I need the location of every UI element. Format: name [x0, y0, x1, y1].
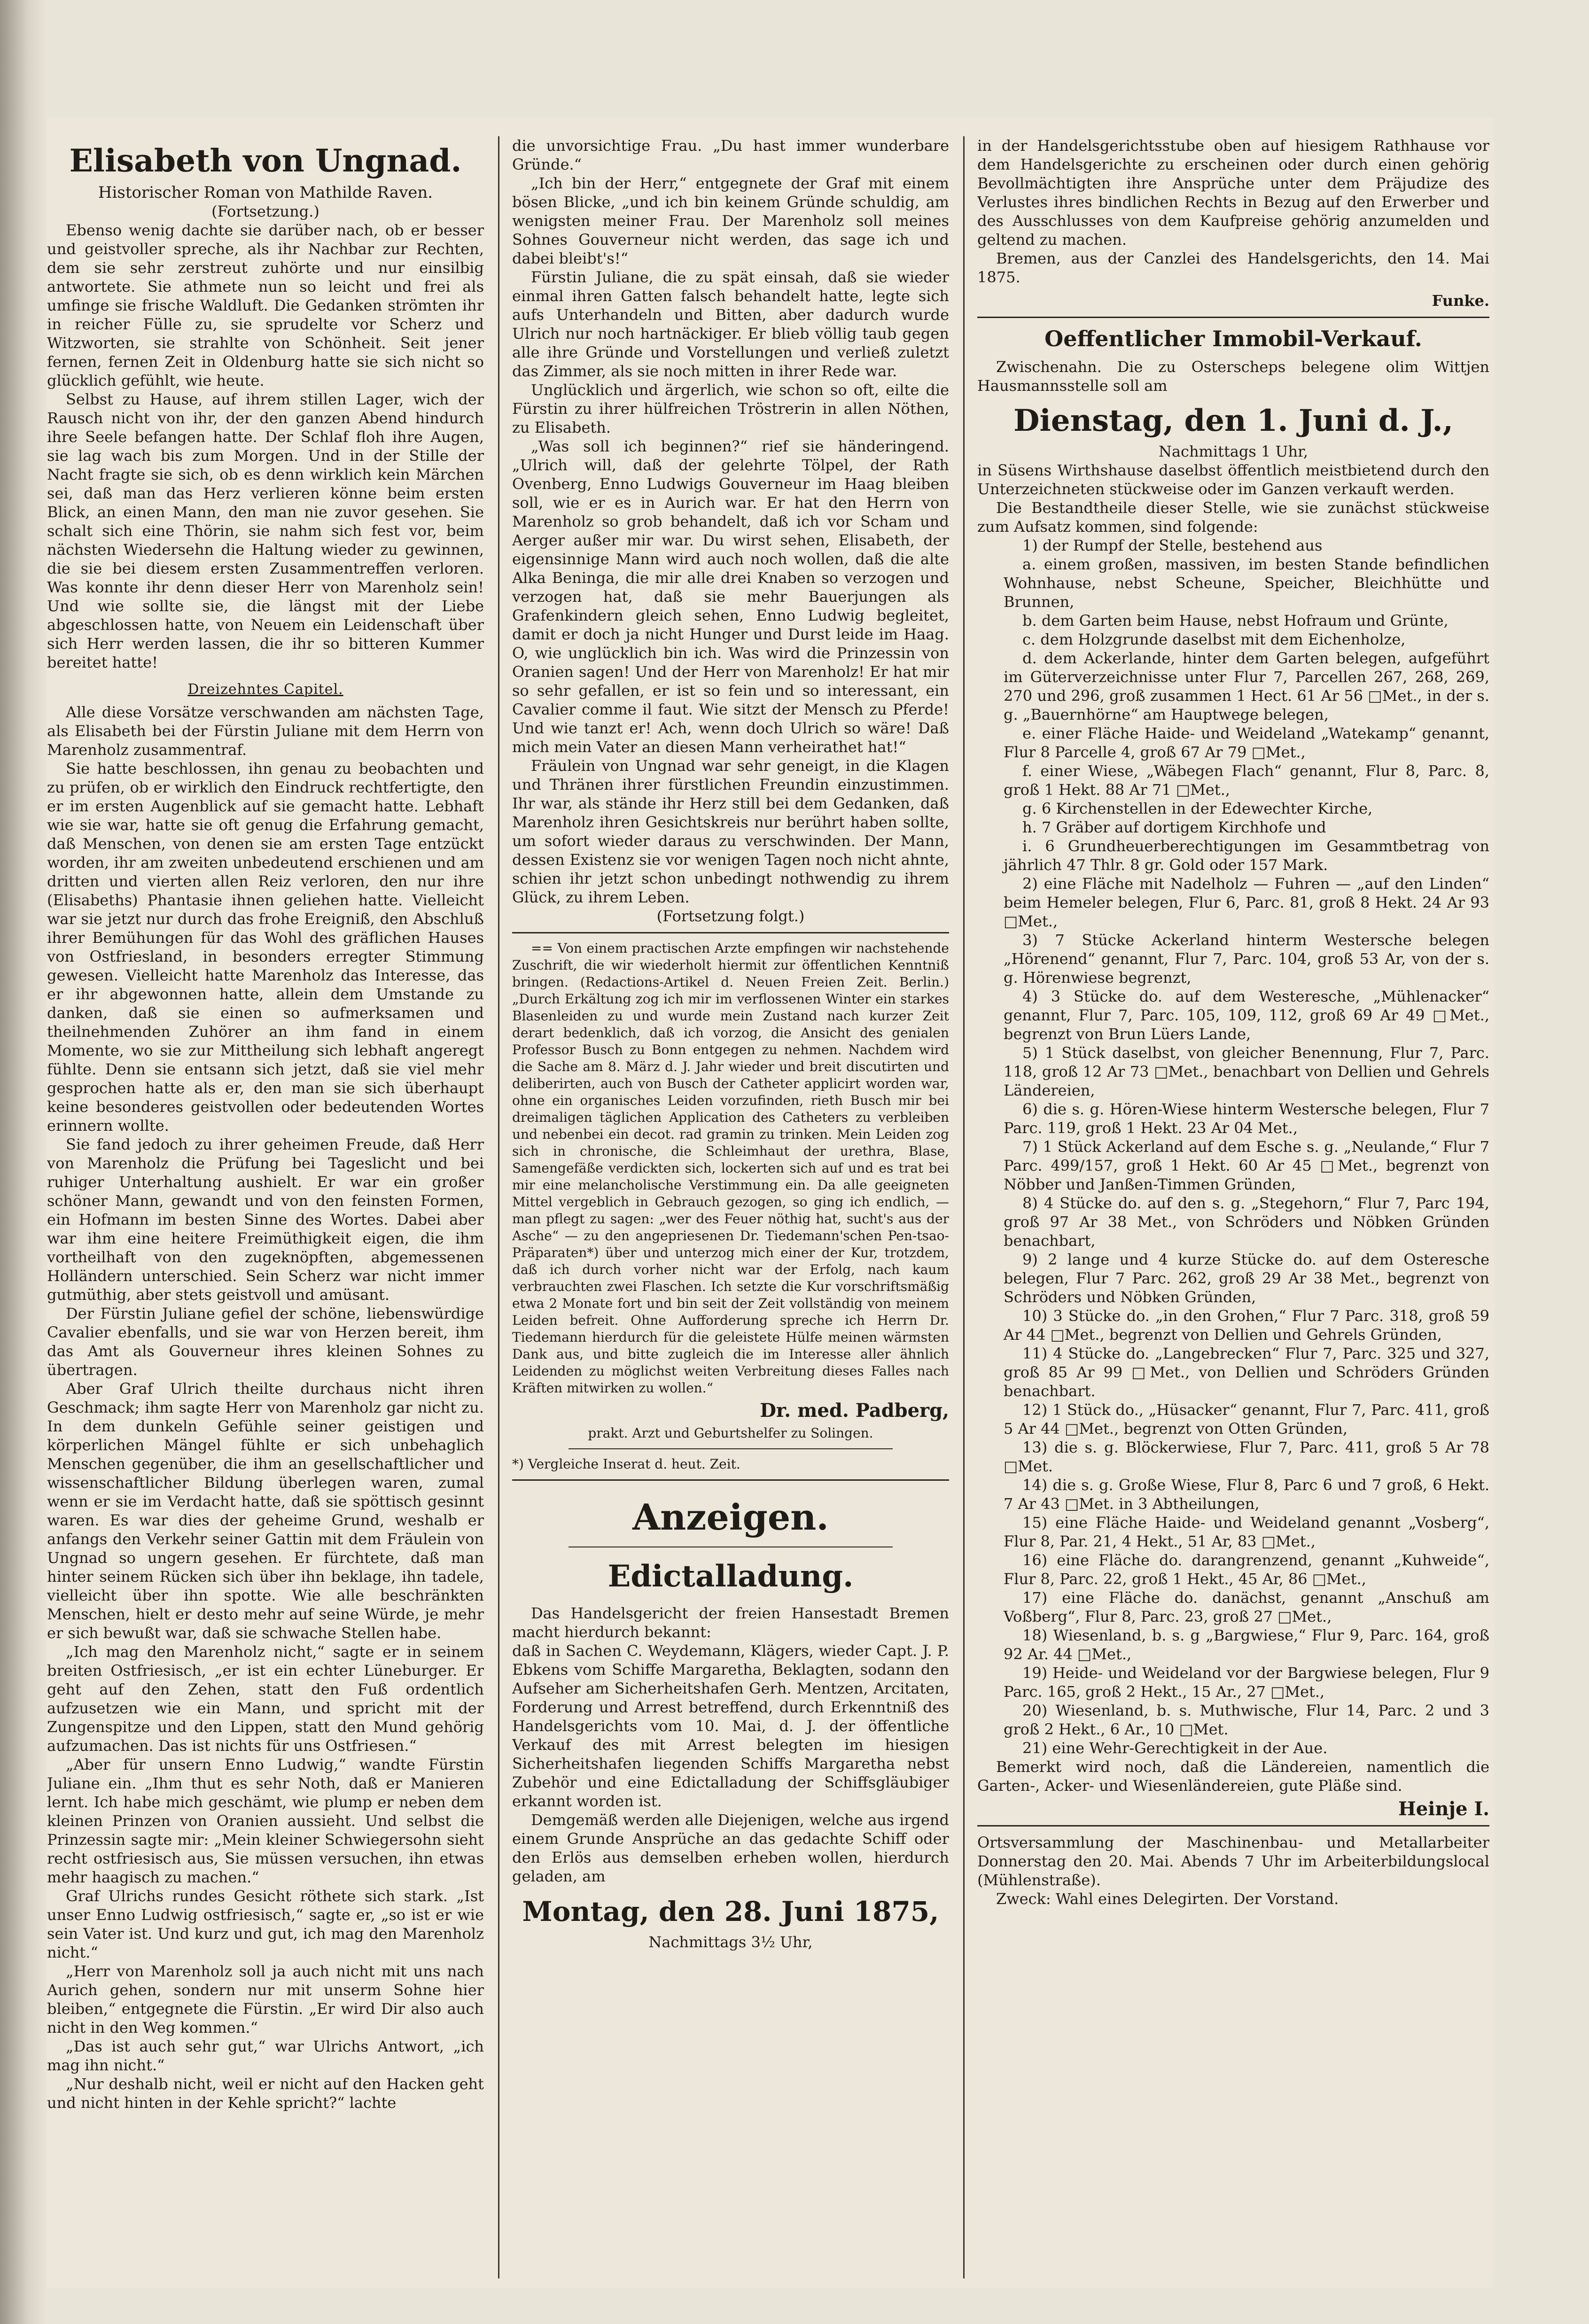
property-list-item: d. dem Ackerlande, hinter dem Garten belegen, aufgeführt im Güterverzeichnisse unter Flur 7, Parcellen 267, 268, 269, 270 und 296, groß zusammen 1 Hect. 61 Ar 56 □Met., in der s. g. „Bauernhörne“ am Hauptwege belegen, — [1004, 649, 1489, 723]
paragraph: in Süsens Wirthshause daselbst öffentlich meistbietend durch den Unterzeichneten stückweise oder im Ganzen verkauft werden. — [977, 461, 1489, 498]
paragraph: „Aber für unsern Enno Ludwig,“ wandte Fürstin Juliane ein. „Ihm thut es sehr Noth, daß er Manieren lernt. Ich habe mich geschämt, wie plump er neben dem kleinen Prinzen von Oranien aussieht. Und selbst die Prinzessin sagte mir: „Mein kleiner Schwiegersohn sieht recht ostfriesisch aus, Sie müssen versuchen, ihn etwas mehr haagisch zu machen.“ — [47, 1756, 484, 1886]
footnote-rule — [569, 1448, 893, 1449]
property-list-item: 9) 2 lange und 4 kurze Stücke do. auf dem Osteresche belegen, Flur 7 Parc. 262, groß 29 Ar 38 Met., begrenzt von Schröders und Nöbken Gründen, — [1004, 1251, 1489, 1306]
paragraph: „Nur deshalb nicht, weil er nicht auf den Hacken geht und nicht hinten in der Kehle spricht?“ lachte — [47, 2075, 484, 2112]
property-list-item: b. dem Garten beim Hause, nebst Hofraum und Grüntе, — [1022, 612, 1449, 630]
property-list-item: 12) 1 Stück do., „Hüsacker“ genannt, Flur 7, Parc. 411, groß 5 Ar 44 □Met., begrenzt von Otten Gründen, — [1004, 1401, 1489, 1438]
sale-time: Nachmittags 1 Uhr, — [1158, 443, 1309, 460]
paragraph: „Was soll ich beginnen?“ rief sie händeringend. „Ulrich will, daß der gelehrte Tölpel, der Rath Ovenberg, Enno Ludwigs Gouverneur im Haag bleiben soll, wie er es in Aurich war. Er hat den Herrn von Marenholz so grob behandelt, daß ich vor Scham und Aerger außer mir war. Du wirst sehen, Elisabeth, der eigensinnige Mann wird auch noch wollen, daß die alte Alka Beninga, die mir alle drei Knaben so verzogen und verzogen hat, daß sie mehr Bauerjungen als Grafenkindern gleich sehen, Enno Ludwig begleitet, damit er doch ja nicht Hunger und Durst leide im Haag. O, wie unglücklich bin ich. Was wird die Prinzessin von Oranien sagen! Und der Herr von Marenholz! Er hat mir so sehr gefallen, er ist so fein und so interessant, ein Cavalier comme il faut. Wie sitzt der Mensch zu Pferde! Und wie tanzt er! Ach, wenn doch Ulrich so wäre! Daß mich mein Vater an diesen Mann verheirathet hat!“ — [512, 437, 949, 756]
paragraph: Demgemäß werden alle Diejenigen, welche aus irgend einem Grunde Ansprüche an das gedachte Schiff oder den Erlös aus demselben erheben wollen, hierdurch geladen, am — [512, 1811, 949, 1885]
property-list-item: 13) die s. g. Blöckerwiese, Flur 7, Parc. 411, groß 5 Ar 78 □Met. — [1004, 1438, 1489, 1475]
column-1 — [47, 136, 484, 2278]
meeting-notice: Ortsversammlung der Maschinenbau- und Metallarbeiter Donnerstag den 20. Mai. Abends 7 Uhr im Arbeiterbildungslocal (Mühlenstraße). — [977, 1834, 1489, 1889]
property-list-item: 21) eine Wehr-Gerechtigkeit in der Aue. — [1022, 1739, 1328, 1757]
paragraph: Zwischenahn. Die zu Osterscheps belegene olim Wittjen Hausmannsstelle soll am — [977, 358, 1489, 395]
column-3 — [977, 136, 1489, 2278]
paragraph: Bremen, aus der Canzlei des Handelsgerichts, den 14. Mai 1875. — [977, 249, 1489, 286]
footnote: *) Vergleiche Inserat d. heut. Zeit. — [512, 1456, 740, 1472]
property-list-item: 19) Heide- und Weideland vor der Bargwiese belegen, Flur 9 Parc. 165, groß 2 Hekt., 15 Ar., 27 □Met., — [1004, 1664, 1489, 1701]
property-list-item: 2) eine Fläche mit Nadelholz — Fuhren — „auf den Linden“ beim Hemeler belegen, Flur 6, Parc. 81, groß 8 Hekt. 24 Ar 93 □Met., — [1004, 875, 1489, 930]
paragraph: Ebenso wenig dachte sie darüber nach, ob er besser und geistvoller spreche, als ihr Nachbar zur Rechten, dem sie sehr zerstreut zuhörte und nur einsilbig antwortete. Sie athmete nun so leicht und frei als umfinge sie frische Waldluft. Die Gedanken strömten ihr in reicher Fülle zu, sie sprudelte vor Scherz und Witzworten, sie strahlte von Schönheit. Seit jener fernen, fernen Zeit in Oldenburg hatte sie sich nicht so glücklich gefühlt, wie heute. — [47, 221, 484, 389]
novel-subtitle: Historischer Roman von Mathilde Raven. — [98, 183, 433, 202]
property-list-item: c. dem Holzgrunde daselbst mit dem Eichenholze, — [1022, 630, 1406, 648]
property-list-item: 17) eine Fläche do. danächst, genannt „Anschuß am Voßberg“, Flur 8, Parc. 23, groß 27 □Met., — [1004, 1589, 1489, 1625]
paragraph: Sie hatte beschlossen, ihn genau zu beobachten und zu prüfen, ob er wirklich den Eindruck rechtfertigte, den er im ersten Augenblick auf sie gemacht hatte. Lebhaft wie sie war, hatte sie oft genug die Erfahrung gemacht, daß Menschen, von denen sie am ersten Tage entzückt worden, ihr am zweiten unbedeutend erschienen und am dritten und vierten allen Reiz verloren, den nur ihre (Elisabeths) Phantasie ihnen geliehen hatte. Vielleicht war sie jetzt nur durch das frohe Ereigniß, den Abschluß ihrer Bemühungen für das Wohl des gräflichen Hauses von Ostfriesland, in besonders erregter Stimmung gewesen. Vielleicht hatte Marenholz das Interesse, das er ihr abgewonnen hatte, allein dem Umstande zu danken, daß sie einen so aufmerksamen und theilnehmenden Zuhörer an ihm fand in einem Momente, wo sie zur Mittheilung sich lebhaft angeregt fühlte. Denn sie entsann sich jetzt, daß sie viel mehr gesprochen hatte als er, den man sie sich überhaupt keine besonderes geistvollen oder bedeutenden Wortes erinnern wollte. — [47, 760, 484, 1135]
property-list-item: 15) eine Fläche Haide- und Weideland genannt „Vosberg“, Flur 8, Par. 21, 4 Hekt., 51 Ar, 83 □Met., — [1004, 1514, 1489, 1550]
advertisement-text: == Von einem practischen Arzte empfingen wir nachstehende Zuschrift, die wir wiederholt hiermit zur öffentlichen Kenntniß bringen. (Redactions-Artikel d. Neuen Freien Zeit. Berlin.) „Durch Erkältung zog ich mir im verflossenen Winter ein starkes Blasenleiden zu und wurde mein Zustand nach kurzer Zeit derart bedenklich, daß ich vorzog, die Ansicht des genialen Professor Busch zu Bonn entgegen zu nehmen. Nachdem wird die Sache am 8. März d. J. Jahr wieder und breit discutirten und deliberirten, auch von Busch der Catheter applicirt worden war, ohne ein organisches Leiden vorzufinden, rieth Busch mir bei dreimaligen täglichen Application des Catheters zu verbleiben und nebenbei ein decot. rad gramin zu trinken. Mein Leiden zog sich in chronische, die Schleimhaut der urethra, Blase, Samengefäße verdickten sich, lockerten sich auf und es trat bei mir eine melancholische Verstimmung ein. Da alle geeigneten Mittel vergeblich in Gebrauch gezogen, so ging ich endlich, — man pflegt zu sagen: „wer des Feuer nöthig hat, sucht's aus der Asche“ — zu den angepriesenen Dr. Tiedemann'schen Pen-tsao-Präparaten*) über und unterzog mich einer der Kur, trotzdem, daß ich durch vorher nicht war der Erfolg, nach kaum verbrauchten zwei Flaschen. Ich setzte die Kur vorschriftsmäßig etwa 2 Monate fort und bin seit der Zeit vollständig von meinem Leiden befreit. Ohne Aufforderung spreche ich Herrn Dr. Tiedemann hierdurch für die geleistete Hülfe meinen wärmsten Dank aus, und bitte zugleich die im Interesse aller ähnlich Leidenden zu möglichst weiten Verbreitung dieses Falles nach Kräften mitwirken zu wollen.“ — [512, 940, 949, 1396]
property-list-item: 7) 1 Stück Ackerland auf dem Esche s. g. „Neulande,“ Flur 7 Parc. 499/157, groß 1 Hekt. 60 Ar 45 □Met., begrenzt von Nöbber und Janßen-Timmen Gründen, — [1004, 1138, 1489, 1193]
property-list — [977, 536, 1489, 1757]
paragraph: „Ich mag den Marenholz nicht,“ sagte er in seinem breiten Ostfriesisch, „er ist ein echter Lüneburger. Er geht auf den Zehen, statt den Fuß ordentlich aufzusetzen wie ein Mann, und spricht mit der Zungenspitze und den Lippen, statt den Mund gehörig aufzumachen. Das ist nichts für uns Ostfriesen.“ — [47, 1643, 484, 1755]
property-list-item: e. einer Fläche Haide- und Weideland „Watekamp“ genannt, Flur 8 Parcelle 4, groß 67 Ar 79 □Met., — [1004, 724, 1489, 761]
property-list-item: 8) 4 Stücke do. auf den s. g. „Stegehorn,“ Flur 7, Parc 194, groß 97 Ar 38 Met., von Schröders und Nöbken Gründen benachbart, — [1004, 1194, 1489, 1250]
paragraph: Das Handelsgericht der freien Hansestadt Bremen macht hierdurch bekannt: — [512, 1604, 949, 1641]
column-2 — [512, 136, 949, 2278]
property-list-item: 4) 3 Stücke do. auf dem Westeresche, „Mühlenacker“ genannt, Flur 7, Parc. 105, 109, 112, groß 69 Ar 49 □Met., begrenzt von Brun Lüers Lande, — [1004, 987, 1489, 1043]
paragraph: „Das ist auch sehr gut,“ war Ulrichs Antwort, „ich mag ihn nicht.“ — [47, 2037, 484, 2074]
ad-signature: Dr. med. Padberg, — [760, 1399, 949, 1422]
property-list-item: 1) der Rumpf der Stelle, bestehend aus — [1022, 536, 1323, 554]
paragraph: die unvorsichtige Frau. „Du hast immer wunderbare Gründe.“ — [512, 137, 949, 173]
continuation-note: (Fortsetzung folgt.) — [656, 907, 805, 925]
column-divider — [498, 136, 499, 2278]
property-list-item: 6) die s. g. Hören-Wiese hinterm Westersche belegen, Flur 7 Parc. 119, groß 1 Hekt. 23 Ar 04 Met., — [1004, 1100, 1489, 1137]
edict-time: Nachmittags 3½ Uhr, — [648, 1933, 813, 1951]
meeting-purpose: Zweck: Wahl eines Delegirten. Der Vorstand. — [996, 1890, 1339, 1908]
ads-heading: Anzeigen. — [632, 1496, 829, 1538]
paragraph: Bemerkt wird noch, daß die Ländereien, namentlich die Garten-, Acker- und Wiesenländereien, gute Pläße sind. — [977, 1758, 1489, 1795]
property-list-item: 16) eine Fläche do. darangrenzend, genannt „Kuhweide“, Flur 8, Parc. 22, groß 1 Hekt., 45 Ar, 86 □Met., — [1004, 1551, 1489, 1588]
paragraph: Fräulein von Ungnad war sehr geneigt, in die Klagen und Thränen ihrer fürstlichen Freundin einzustimmen. Ihr war, als stände ihr Herz still bei dem Gedanken, daß Marenholz ihren Gesichtskreis nur berührt haben sollte, um sofort wieder daraus zu verschwinden. Der Mann, dessen Existenz sie vor wenigen Tagen noch nicht ahnte, schien ihr jetzt schon unbedingt nothwendig zu ihrem Glück, zu ihrem Leben. — [512, 757, 949, 906]
edict-heading: Edictalladung. — [608, 1559, 854, 1594]
column-divider — [963, 136, 965, 2278]
paragraph: daß in Sachen C. Weydemann, Klägers, wieder Capt. J. P. Ebkens vom Schiffe Margaretha, Beklagten, sodann den Aufseher am Sicherheitshafen Gerh. Mentzen, Arcitaten, Forderung und Arrest betreffend, durch Erkenntniß des Handelsgerichts vom 10. Mai, d. J. der öffentliche Verkauf des mit Arrest belegten im hiesigen Sicherheitshafen liegenden Schiffs Margaretha nebst Zubehör und eine Edictalladung der Schiffsgläubiger erkannt worden ist. — [512, 1642, 949, 1810]
section-rule — [512, 932, 949, 933]
sale-date: Dienstag, den 1. Juni d. J., — [1013, 403, 1453, 438]
property-list-item: 14) die s. g. Große Wiese, Flur 8, Parc 6 und 7 groß, 6 Hekt. 7 Ar 43 □Met. in 3 Abtheilungen, — [1004, 1476, 1489, 1513]
property-list-item: 18) Wiesenland, b. s. g „Bargwiese,“ Flur 9, Parc. 164, groß 92 Ar. 44 □Met., — [1004, 1626, 1489, 1663]
sale-signature: Heinje I. — [1398, 1798, 1489, 1820]
paragraph: Die Bestandtheile dieser Stelle, wie sie zunächst stückweise zum Aufsatz kommen, sind folgende: — [977, 499, 1489, 536]
section-rule — [977, 317, 1489, 318]
binding-shadow — [0, 0, 47, 2324]
property-list-item: h. 7 Gräber auf dortigem Kirchhofe und — [1022, 818, 1326, 836]
property-list-item: f. einer Wiese, „Wäbegen Flach“ genannt, Flur 8, Parc. 8, groß 1 Hekt. 88 Ar 71 □Met., — [1004, 762, 1489, 799]
property-list-item: 11) 4 Stücke do. „Langebrecken“ Flur 7, Parc. 325 und 327, groß 85 Ar 99 □Met., von Dellien und Schröders Gründen benachbart. — [1004, 1345, 1489, 1400]
section-rule — [977, 1825, 1489, 1827]
property-list-item: 5) 1 Stück daselbst, von gleicher Benennung, Flur 7, Parc. 118, groß 12 Ar 73 □Met., benachbart von Dellien und Gehrels Ländereien, — [1004, 1044, 1489, 1099]
paragraph: Sie fand jedoch zu ihrer geheimen Freude, daß Herr von Marenholz die Prüfung bei Tageslicht und bei ruhiger Unterhaltung aushielt. Er war ein großer schöner Mann, gewandt und von den feinsten Formen, ein Hofmann im besten Sinne des Wortes. Dabei aber war ihm eine heitere Freimüthigkeit eigen, die ihm vortheilhaft von den zugeknöpften, abgemessenen Holländern unterschied. Sein Scherz war nicht immer gutmüthig, aber stets geistvoll und amüsant. — [47, 1135, 484, 1304]
paragraph: Der Fürstin Juliane gefiel der schöne, liebenswürdige Cavalier ebenfalls, und sie war von Herzen bereit, ihm das Amt als Gouverneur ihres kleinen Sohnes zu übertragen. — [47, 1305, 484, 1379]
novel-title: Elisabeth von Ungnad. — [69, 142, 462, 179]
chapter-heading: Dreizehntes Capitel. — [187, 681, 343, 698]
property-list-item: 20) Wiesenland, b. s. Muthwische, Flur 14, Parc. 2 und 3 groß 2 Hekt., 6 Ar., 10 □Met. — [1004, 1702, 1489, 1738]
paragraph: Alle diese Vorsätze verschwanden am nächsten Tage, als Elisabeth bei der Fürstin Juliane mit dem Herrn von Marenholz zusammentraf. — [47, 703, 484, 759]
paragraph: Fürstin Juliane, die zu spät einsah, daß sie wieder einmal ihren Gatten falsch behandelt hatte, legte sich aufs Unterhandeln und Bitten, aber dadurch wurde Ulrich nur noch hartnäckiger. Er blieb völlig taub gegen alle ihre Gründe und Vorstellungen und verließ zuletzt das Zimmer, als sie noch mitten in ihrer Rede war. — [512, 268, 949, 380]
ad-signature-title: prakt. Arzt und Geburtshelfer zu Solingen. — [588, 1425, 873, 1441]
court-signature: Funke. — [1432, 292, 1489, 310]
edict-date: Montag, den 28. Juni 1875, — [522, 1896, 939, 1928]
paragraph: Selbst zu Hause, auf ihrem stillen Lager, wich der Rausch nicht von ihr, der den ganzen Abend hindurch ihre Seele befangen hatte. Der Schlaf floh ihre Augen, sie lag wach bis zum Morgen. Und in der Stille der Nacht fragte sie sich, ob es denn wirklich kein Märchen sei, daß man das Herz verlieren könne beim ersten Blick, an einen Mann, den man nie zuvor gesehen. Sie schalt sich eine Thörin, sie nahm sich fest vor, beim nächsten Wiedersehn die Haltung wieder zu gewinnen, die sie bei diesem ersten Zusammentreffen verloren. Was konnte ihr denn dieser Herr von Marenholz sein! Und wie sollte sie, die längst mit der Liebe abgeschlossen hatte, von Neuem ein Leidenschaft über sich Herr werden lassen, die ihr so bitteren Kummer bereitet hatte! — [47, 390, 484, 671]
paragraph: „Herr von Marenholz soll ja auch nicht mit uns nach Aurich gehen, sondern nur mit unserm Sohne hier bleiben,“ entgegnete die Fürstin. „Er wird Dir also auch nicht in den Weg kommen.“ — [47, 1962, 484, 2036]
newspaper-page — [47, 117, 1494, 2288]
property-list-item: g. 6 Kirchenstellen in der Edewechter Kirche, — [1022, 800, 1373, 817]
property-list-item: 10) 3 Stücke do. „in den Grohen,“ Flur 7 Parc. 318, groß 59 Ar 44 □Met., begrenzt von Dellien und Gehrels Gründen, — [1004, 1307, 1489, 1344]
property-list-item: a. einem großen, massiven, im besten Stande befindlichen Wohnhause, nebst Scheune, Speicher, Bleichhütte und Brunnen, — [1004, 555, 1489, 611]
paragraph: in der Handelsgerichtsstube oben auf hiesigem Rathhause vor dem Handelsgerichte zu erscheinen oder durch einen gehörig Bevollmächtigten ihre Ansprüche unter dem Präjudize des Verlustes ihres bindlichen Rechts in Bezug auf den Erwerber und des Ausschlusses von dem Kaufpreise gehörig anzumelden und geltend zu machen. — [977, 137, 1489, 249]
paragraph: „Ich bin der Herr,“ entgegnete der Graf mit einem bösen Blicke, „und ich bin keinem Gründe schuldig, am wenigsten meiner Frau. Der Marenholz soll meines Sohnes Gouverneur nicht werden, das sage ich und dabei bleibt's!“ — [512, 174, 949, 267]
paragraph: Aber Graf Ulrich theilte durchaus nicht ihren Geschmack; ihm sagte Herr von Marenholz gar nicht zu. In dem dunkeln Gefühle seiner geistigen und körperlichen Mängel fühlte er sich unbehaglich Menschen gegenüber, die ihm an gesellschaftlicher und wissenschaftlicher Bildung überlegen waren, zumal wenn er sie im Verdacht hatte, daß sie spöttisch gesinnt waren. Es war dies der geheime Grund, weshalb er anfangs den Verkehr seiner Gattin mit dem Fräulein von Ungnad so ungern gesehen. Er fürchtete, daß man hinter seinem Rücken sich über ihn beklage, ihn tadele, vielleicht über ihn spotte. Wie alle beschränkten Menschen, hielt er desto mehr auf seine Würde, je mehr er sich bewußt war, daß sie schwache Stellen habe. — [47, 1380, 484, 1642]
section-rule — [512, 1479, 949, 1481]
sale-heading: Oeffentlicher Immobil-Verkauf. — [1044, 326, 1422, 351]
paragraph: Unglücklich und ärgerlich, wie schon so oft, eilte die Fürstin zu ihrer hülfreichen Tröstrerin in allen Nöthen, zu Elisabeth. — [512, 381, 949, 436]
property-list-item: i. 6 Grundheuerberechtigungen im Gesammtbetrag von jährlich 47 Thlr. 8 gr. Gold oder 157 Mark. — [1004, 837, 1489, 874]
paragraph: Graf Ulrichs rundes Gesicht röthete sich stark. „Ist unser Enno Ludwig ostfriesisch,“ sagte er, „so ist er wie sein Vater ist. Und kurz und gut, ich mag den Marenholz nicht.“ — [47, 1887, 484, 1961]
continuation-note: (Fortsetzung.) — [211, 202, 319, 220]
property-list-item: 3) 7 Stücke Ackerland hinterm Westersche belegen „Hörenend“ genannt, Flur 7, Parc. 104, groß 53 Ar, von der s. g. Hörenwiese begrenzt, — [1004, 931, 1489, 987]
